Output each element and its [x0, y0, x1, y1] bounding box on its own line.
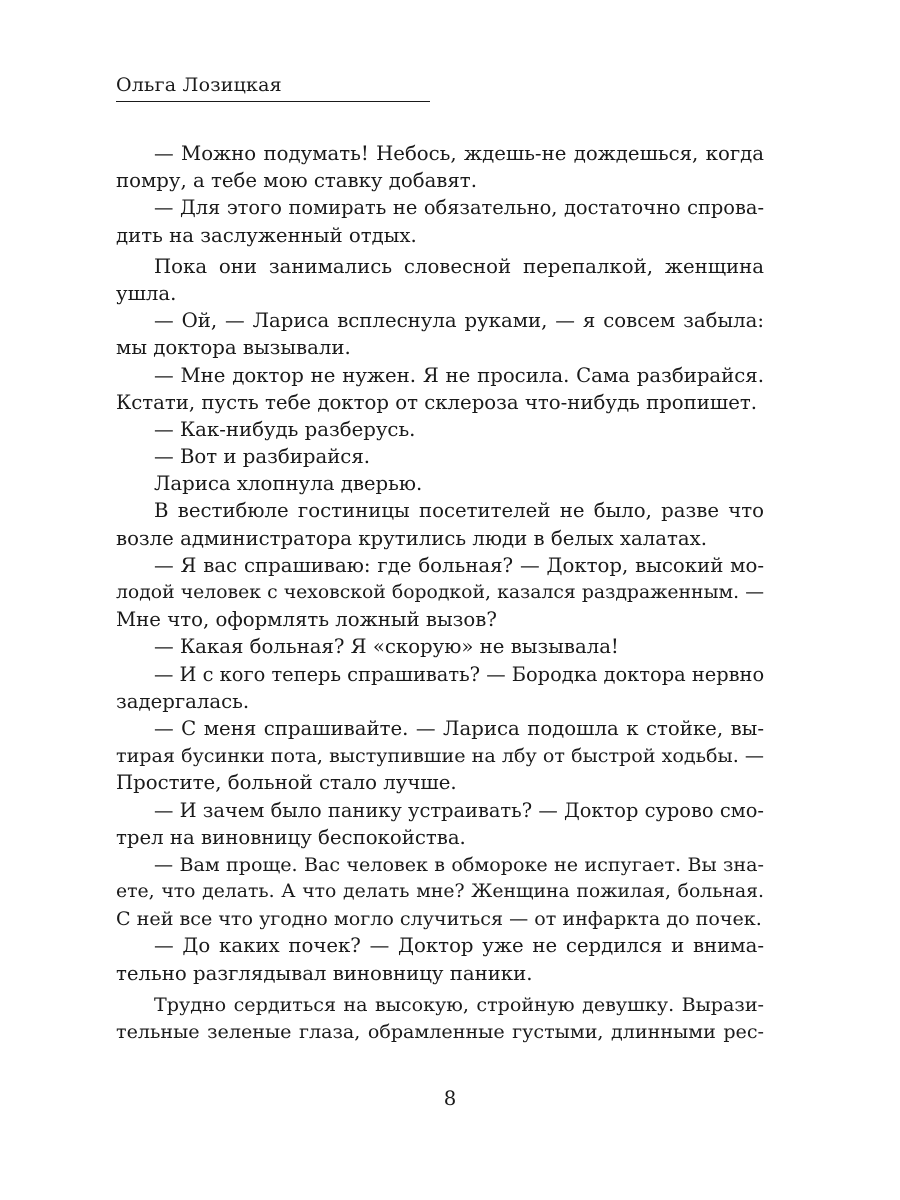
- text-line: В вестибюле гостиницы посетителей не было, разве что: [154, 499, 764, 523]
- page-number: 8: [443, 1087, 457, 1110]
- text-line: — Какая больная? Я «скорую» не вызывала!: [154, 635, 619, 659]
- text-line: — Мне доктор не нужен. Я не просила. Сама разбирайся.: [154, 363, 764, 387]
- text-line: Пока они занимались словесной перепалкой, женщина: [154, 254, 764, 278]
- text-line: — Я вас спрашиваю: где больная? — Доктор, высокий мо-: [154, 553, 764, 577]
- text-line: — Для этого помирать не обязательно, достаточно спрова-: [154, 196, 764, 220]
- text-line: Кстати, пусть тебе доктор от склероза что-нибудь пропишет.: [116, 390, 758, 414]
- text-line: — С меня спрашивайте. — Лариса подошла к стойке, вы-: [154, 716, 764, 740]
- running-head: Ольга Лозицкая: [116, 74, 282, 96]
- text-line: Мне что, оформлять ложный вызов?: [116, 608, 497, 632]
- text-line: — Ой, — Лариса всплеснула руками, — я совсем забыла:: [154, 309, 764, 333]
- text-line: Лариса хлопнула дверью.: [154, 472, 423, 496]
- text-line: тельные зеленые глаза, обрамленные густыми, длинными рес-: [116, 1020, 764, 1043]
- text-line: С ней все что угодно могло случиться — от инфаркта до почек.: [116, 907, 762, 931]
- text-line: Трудно сердиться на высокую, стройную девушку. Вырази-: [154, 992, 764, 1016]
- text-line: тирая бусинки пота, выступившие на лбу от быстрой ходьбы. —: [116, 744, 764, 768]
- text-line: Простите, больной стало лучше.: [116, 771, 457, 795]
- text-line: — До каких почек? — Доктор уже не сердился и внима-: [154, 934, 764, 958]
- text-line: дить на заслуженный отдых.: [116, 223, 417, 247]
- text-line: — Вот и разбирайся.: [154, 445, 371, 469]
- body-text: [116, 140, 764, 1045]
- text-line: мы доктора вызывали.: [116, 336, 351, 360]
- running-head-rule: [116, 101, 430, 102]
- text-line: — И зачем было панику устраивать? — Доктор сурово смо-: [154, 798, 764, 822]
- text-line: — И с кого теперь спрашивать? — Бородка доктора нервно: [154, 662, 765, 686]
- text-line: — Вам проще. Вас человек в обмороке не испугает. Вы зна-: [154, 852, 764, 876]
- text-line: помру, а тебе мою ставку добавят.: [116, 169, 477, 193]
- text-line: ушла.: [116, 281, 177, 305]
- text-line: лодой человек с чеховской бородкой, казался раздраженным. —: [116, 582, 764, 603]
- text-line: возле администратора крутились люди в белых халатах.: [116, 526, 707, 550]
- text-line: трел на виновницу беспокойства.: [116, 825, 466, 849]
- text-line: — Можно подумать! Небось, ждешь-не дождешься, когда: [154, 142, 764, 165]
- text-line: задергалась.: [116, 689, 250, 713]
- text-line: ете, что делать. А что делать мне? Женщина пожилая, больная.: [116, 881, 764, 903]
- text-line: тельно разглядывал виновницу паники.: [116, 961, 533, 985]
- text-line: — Как-нибудь разберусь.: [154, 417, 416, 441]
